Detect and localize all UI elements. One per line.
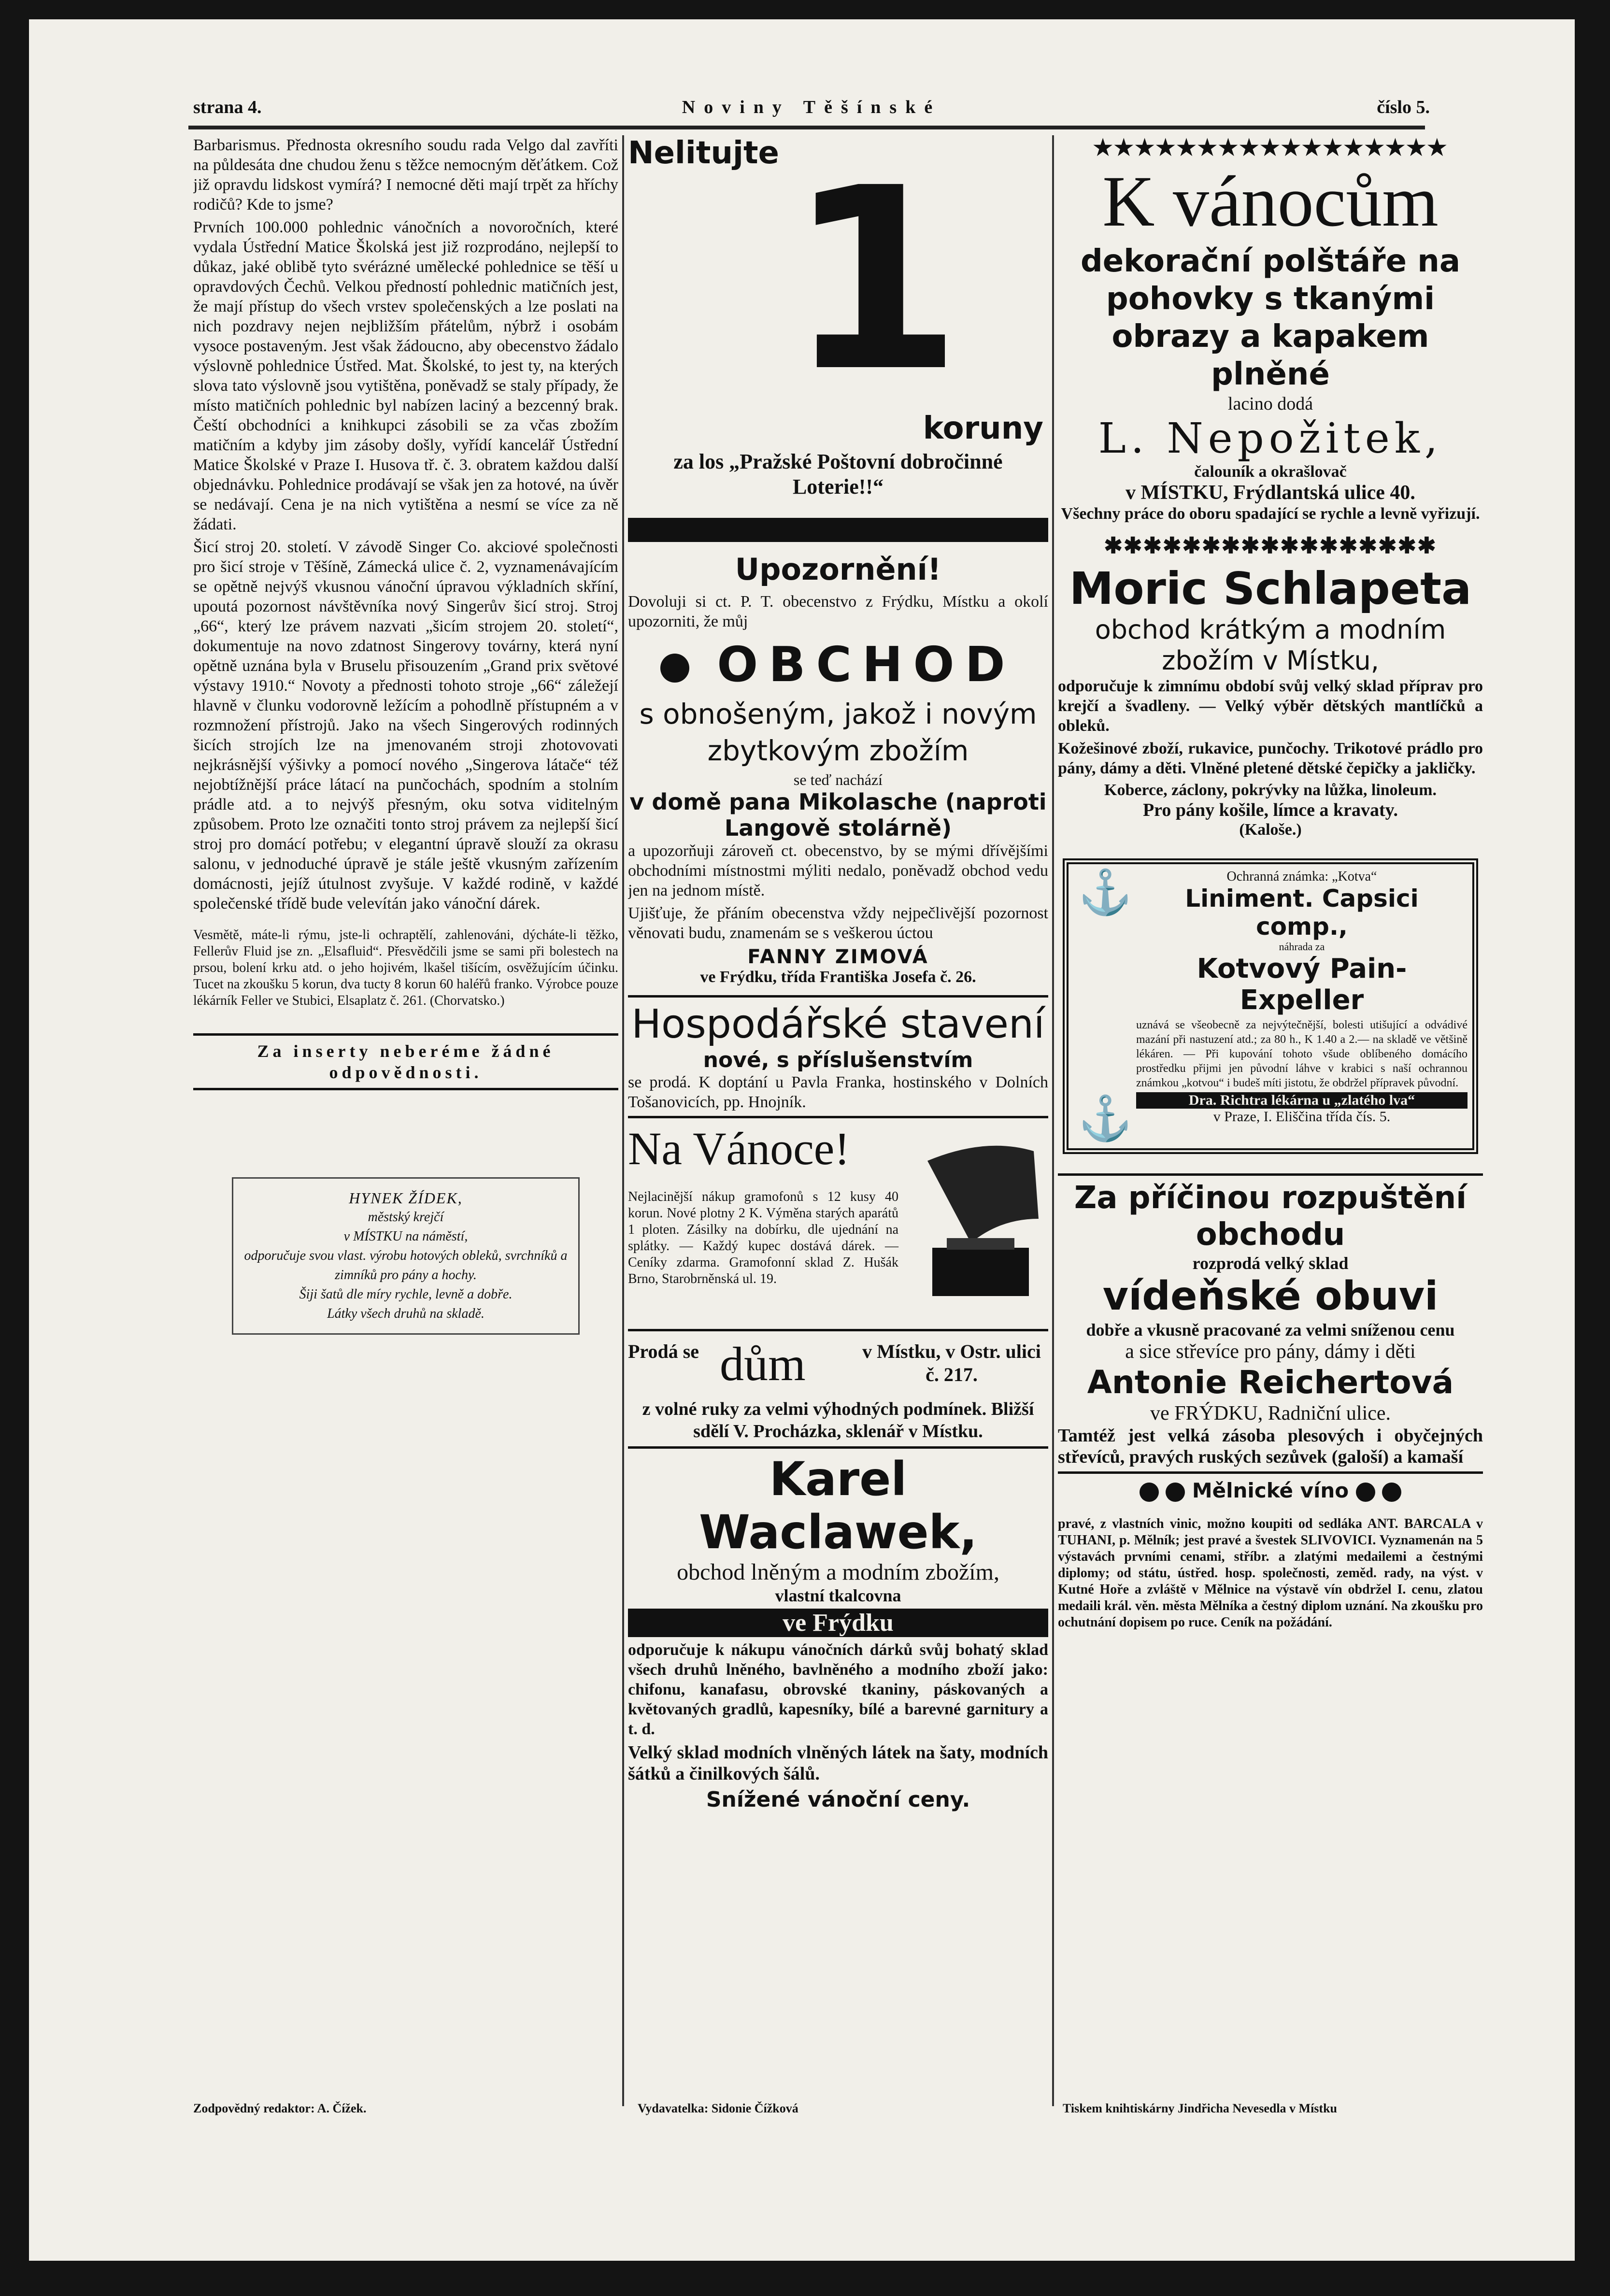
waclawek-line: Velký sklad modních vlněných látek na šaty, modních šátků a činilkových šálů. xyxy=(628,1742,1048,1784)
lottery-text: za los „Pražské Poštovní dobročinné Loterie!!“ xyxy=(673,450,1003,499)
notice-inserty: Za inserty neberéme žádné odpovědnosti. xyxy=(257,1041,555,1082)
divider xyxy=(1058,1173,1483,1176)
divider xyxy=(628,1329,1048,1331)
zidek-line: Látky všech druhů na skladě. xyxy=(327,1306,484,1321)
zidek-trade: městský krejčí xyxy=(368,1210,444,1225)
bullet-icon xyxy=(1140,1483,1159,1502)
bullet-icon xyxy=(1356,1483,1375,1502)
zimova-line: se teď nachází xyxy=(793,771,883,788)
staveni-text: se prodá. K doptání u Pavla Franka, hostinského v Dolních Tošanovicích, pp. Hnojník. xyxy=(628,1073,1048,1111)
dum-address: v Místku, v Ostr. ulici č. 217. xyxy=(862,1341,1041,1385)
zimova-line: v domě pana Mikolasche (naproti Langově stolárně) xyxy=(629,789,1047,841)
nepozitek-head: K vánocům xyxy=(1102,161,1439,242)
column-divider xyxy=(1052,135,1054,2106)
ad-staveni xyxy=(628,1001,1048,1112)
zimova-signature: FANNY ZIMOVÁ xyxy=(747,946,929,968)
schlapeta-line: Kožešinové zboží, rukavice, punčochy. Trikotové prádlo pro pány, dámy a děti. Vlněné pletené dětské čepičky a jakličky. xyxy=(1058,740,1483,777)
schlapeta-line: odporučuje k zimnímu období svůj velký sklad příprav pro krejčí a švadleny. — Velký výběr dětských mantlíčků a obleků. xyxy=(1058,677,1483,735)
zimova-head: Upozornění! xyxy=(735,552,941,587)
page-number: strana 4. xyxy=(193,97,262,117)
waclawek-name: Karel Waclawek, xyxy=(699,1452,977,1559)
ad-waclawek xyxy=(628,1453,1048,1812)
divider xyxy=(628,1446,1048,1449)
divider xyxy=(1058,1471,1483,1474)
star-border: ★★★★★★★★★★★★★★★★★ xyxy=(1093,135,1448,160)
nepozitek-line: v MÍSTKU, Frýdlantská ulice 40. xyxy=(1126,482,1415,504)
zidek-name: HYNEK ŽÍDEK, xyxy=(349,1189,463,1207)
bullet-icon xyxy=(1166,1483,1185,1502)
column-left xyxy=(193,135,618,2096)
zimova-line: s obnošeným, jakož i novým xyxy=(639,698,1037,730)
zimova-line: a upozorňuji zároveň ct. obecenstvo, by se mými dřívějšími obchodními místnostmi mýliti nedalo, poněvadž obchod vedu jen na jednom místě. xyxy=(628,842,1048,899)
article-feller: Vesmětě, máte-li rýmu, jste-li ochraptělí, zahlenováni, dýcháte-li těžko, Fellerův Fluid jse zn. „Elsafluid“. Přesvědčili jsme se sami při bolestech na prsou, bolení krku atd. o jeho hojivém, lkašel tišícím, osvěžujícím účinku. Tucet na zkoušku 5 korun, dva tucty 8 korun 60 haléřů franko. Výrobce pouze lékárník Feller ve Stubici, Elsaplatz č. 261. (Chorvatsko.) xyxy=(193,927,618,1008)
ad-schlapeta xyxy=(1058,563,1483,839)
nepozitek-line: čalouník a okrašlovač xyxy=(1194,463,1347,481)
waclawek-line: odporučuje k nákupu vánočních dárků svůj bohatý sklad všech druhů lněného, bavlněného a modního zboží jako: chifonu, kanafasu, obrovské tkaniny, páskovaných a květovaných gradlů, kapesníky, bílé a barevné garnitury a t. d. xyxy=(628,1641,1048,1738)
dum-prefix: Prodá se xyxy=(628,1341,699,1362)
divider xyxy=(628,1116,1048,1118)
reichert-line: a sice střevíce pro pány, dámy i děti xyxy=(1125,1341,1416,1363)
richter-line: Kotvový Pain-Expeller xyxy=(1197,953,1407,1016)
waclawek-line: vlastní tkalcovna xyxy=(775,1586,901,1605)
reichert-name: Antonie Reichertová xyxy=(1087,1364,1454,1401)
nepozitek-name: L. Nepožitek, xyxy=(1098,414,1443,463)
vino-head-row xyxy=(1058,1479,1483,1502)
waclawek-line: Snížené vánoční ceny. xyxy=(706,1787,970,1812)
nepozitek-line: dekorační polštáře na pohovky s tkanými obrazy a kapakem plněné xyxy=(1080,243,1461,392)
ad-zimova xyxy=(628,552,1048,986)
column-right xyxy=(1058,135,1483,2096)
reichert-head: Za příčinou rozpuštění obchodu xyxy=(1074,1180,1467,1253)
staveni-sub: nové, s příslušenstvím xyxy=(703,1048,973,1072)
schlapeta-name: Moric Schlapeta xyxy=(1069,563,1472,614)
vino-text: pravé, z vlastních vinic, možno koupiti od sedláka ANT. BARCALA v TUHANI, p. Mělník; jest pravé a švestek SLIVOVICI. Vyznamenán na 5 výstavách prvními cenami, stříbr. a zlatými medailemi a čestnými diplomy; od státu, ústřed. hosp. společnosti, zeměd. rady, na výst. v Kutné Hoře a zvláště v Mělnice na výstavě vín obdržel I. cenu, zlatou medaili král. věn. města Mělníka a čestný diplom uznání. Na zkoušku pro ochutnání dopisem po ruce. Ceník na požádání. xyxy=(1058,1516,1483,1630)
nepozitek-line: lacino dodá xyxy=(1227,394,1313,414)
zimova-line: Ujišťuje, že přáním obecenstva vždy nejpečlivější pozornost věnovati budu, znamenám se s veškerou úctou xyxy=(628,904,1048,942)
schlapeta-line: Koberce, záclony, pokrývky na lůžka, linoleum. xyxy=(1104,781,1437,799)
reichert-line: Tamtéž jest velká zásoba plesových i obyčejných střevíců, pravých ruských sezůvek (galoší) a kamaší xyxy=(1058,1426,1483,1467)
richter-line: náhrada za xyxy=(1279,941,1325,953)
bullet-icon xyxy=(1382,1483,1401,1502)
gramophone-icon xyxy=(918,1141,1043,1301)
vanoce-text: Nejlacinější nákup gramofonů s 12 kusy 40 korun. Nové plotny 2 K. Výměna starých aparátů 1 ploten. Zásilky na dobírku, dle ujednání na splátky. — Každý kupec dostává dárek. — Ceníky zdarma. Gramofonní sklad Z. Hušák Brno, Starobrněnská ul. 19. xyxy=(628,1189,898,1286)
vanoce-head: Na Vánoce! xyxy=(628,1123,850,1174)
article-barbarismus: Barbarismus. Přednosta okresního soudu rada Velgo dal zavříti na půldesáta dne chudou ženu s těžce nemocným děťátkem. Což již opravdu lidskost vymírá? I nemocné děti mají trpět za hříchy rodičů? Kde to jsme? xyxy=(193,136,618,214)
ad-richter xyxy=(1063,858,1478,1154)
anchor-icon: ⚓ xyxy=(1078,869,1133,917)
ad-nepozitek xyxy=(1058,160,1483,524)
divider xyxy=(628,995,1048,998)
richter-line: uznává se všeobecně za nejvýtečnější, bolesti utišující a odvádivé mazání při nastuzení atd.; za 80 h., K 1.40 a 2.— na skladě ve většině lékáren. — Při kupování tohoto všude oblíbeného domácího prostředku přijmi jen původní láhve v krabici s naší ochrannou známkou „kotvou“ i budeš míti jistotu, že obdržel přípravek původní. xyxy=(1136,1019,1468,1089)
zidek-place: v MÍSTKU na náměstí, xyxy=(343,1229,468,1244)
zimova-address: ve Frýdku, třída Františka Josefa č. 26. xyxy=(700,968,976,986)
reichert-line: rozprodá velký sklad xyxy=(1192,1254,1349,1273)
divider-bar xyxy=(628,518,1048,542)
richter-line: v Praze, I. Eliščina třída čís. 5. xyxy=(1213,1109,1391,1125)
issue-number: číslo 5. xyxy=(1377,97,1430,117)
dum-word: dům xyxy=(720,1337,806,1391)
divider xyxy=(193,1088,618,1090)
divider xyxy=(193,1033,618,1036)
dum-text: z volné ruky za velmi výhodných podmínek. Bližší sdělí V. Procházka, sklenář v Místku. xyxy=(642,1399,1034,1441)
page-header xyxy=(193,92,1430,121)
ad-zidek xyxy=(232,1177,580,1335)
zimova-obchod xyxy=(628,636,1048,693)
lottery-top: Nelitujte xyxy=(628,135,779,171)
richter-line: Dra. Richtra lékárna u „zlatého lva“ xyxy=(1136,1092,1468,1109)
waclawek-line: obchod lněným a modním zbožím, xyxy=(677,1559,999,1585)
nepozitek-line: Všechny práce do oboru spadající se rychle a levně vyřizují. xyxy=(1061,505,1480,523)
reichert-line: ve FRÝDKU, Radniční ulice. xyxy=(1150,1402,1391,1425)
ad-vanoce xyxy=(628,1122,1048,1325)
column-middle xyxy=(628,135,1048,2096)
lottery-number: 1 xyxy=(787,135,962,427)
header-rule xyxy=(188,126,1425,129)
footer-editor: Zodpovědný redaktor: A. Čížek. xyxy=(193,2101,367,2115)
vino-head: Mělnické víno xyxy=(1192,1479,1349,1502)
reichert-line: dobře a vkusně pracované za velmi sníženou cenu xyxy=(1086,1320,1455,1340)
newspaper-page xyxy=(29,19,1575,2261)
zidek-line: Šiji šatů dle míry rychle, levně a dobře. xyxy=(299,1287,513,1302)
anchor-icon: ⚓ xyxy=(1078,1095,1133,1143)
article-pohlednice: Prvních 100.000 pohlednic vánočních a novoročních, které vydala Ústřední Matice Školská jest již rozprodáno, nejlepší to důkaz, jaké oblibě tyto svérázné umělecké pohlednice se těší u opravdových Čechů. Velkou předností pohlednic matičních jest, že mají přístup do všech vrstev společenských a lze poslati na nich pozdravy nejen nejbližším přátelům, nýbrž i osobám vysoce postaveným. Jest však žádoucno, aby obecenstvo žádalo výslovně pohlednice Ústřed. Mat. Školské, to jest ty, na kterých slova tato výslovně jsou vytištěna, poněvadž se staly případy, že místo matičních pohlednic byl nabízen laciný a bezcenný brak. Čeští obchodníci a knihkupci zásobili se za včas zbožím matičním a kdyby jim zásoby došly, vyřídí kancelář Ústřední Matice Školské v Praze I. Husova tř. č. 3. obratem každou další objednávku. Pohlednice prodávají se však jen za hotové, na úvěr se nedávají. Cena je na nich vytištěna a nesmí se více za ně žádati. xyxy=(193,218,618,533)
star-border: ✱✱✱✱✱✱✱✱✱✱✱✱✱✱✱✱✱ xyxy=(1104,533,1437,558)
schlapeta-line: obchod krátkým a modním zbožím v Místku, xyxy=(1095,614,1446,676)
page-footer xyxy=(193,2101,1430,2125)
schlapeta-line: Pro pány košile, límce a kravaty. xyxy=(1142,800,1398,820)
article-singer: Šicí stroj 20. století. V závodě Singer Co. akciové společnosti pro šicí stroje v Těšíně, Zámecká ulice č. 2, vyznamenávajícím se opětně nejvýš vkusnou vánoční úpravou výkladních skříní, upoutá pozornost návštěvníka nový Singerův šicí stroj. Stroj „66“, který lze právem nazvati „šicím strojem 20. století“, dokumentuje na novo zdatnost Singerovy továrny, která nyní opětně uznána byla v Bruselu přisouzením „Grand prix světové výstavy 1910.“ Novoty a přednosti tohoto stroje „66“ záležejí hlavně v člunku vodorovně ležícím a pohodlně přístupném a v rozmnožení přístrojů. Jako na všech Singerových rodinných šicích strojích lze na jmenovaném stroji zhotovovati nejkrásnější výšivky a pomocí nového „Singerova látače“ též nejobtížnější práce látací na punčochách, spodním a stolním prádle atd. a to nejvýš přesným, oku sotva viditelným způsobem. Proto lze označiti tonto stroj právem za nejlepší šicí stroj pro domácí potřebu; v elegantní úpravě slouží za okrasu salonu, v jednoduché úpravě je stále ještě vkusným zařízením domácnosti, jejíž útulnost zvyšuje. V každé rodině, v každé společenské třídě bude velevítán jako vánoční dárek. xyxy=(193,538,618,913)
ad-vino xyxy=(1058,1479,1483,1631)
richter-line: Liniment. Capsici comp., xyxy=(1185,884,1419,941)
lottery-unit: koruny xyxy=(923,411,1043,446)
column-divider xyxy=(622,135,624,2106)
schlapeta-line: (Kaloše.) xyxy=(1239,821,1302,839)
zimova-intro: Dovoluji si ct. P. T. obecenstvo z Frýdku, Místku a okolí upozorniti, že můj xyxy=(628,593,1048,630)
waclawek-line: ve Frýdku xyxy=(628,1609,1048,1637)
zimova-line: zbytkovým zbožím xyxy=(707,734,969,767)
ad-lottery xyxy=(628,135,1048,512)
staveni-head: Hospodářské stavení xyxy=(631,1001,1045,1047)
reichert-line: vídeňské obuvi xyxy=(1102,1273,1439,1319)
footer-publisher: Vydavatelka: Sidonie Čížková xyxy=(638,2101,798,2115)
ad-reichert xyxy=(1058,1180,1483,1468)
richter-mark: Ochranná známka: „Kotva“ xyxy=(1226,869,1377,884)
bullet-icon xyxy=(660,654,689,683)
masthead-title: Noviny Těšínské xyxy=(682,97,941,117)
ad-dum xyxy=(628,1335,1048,1442)
footer-printer: Tiskem knihtiskárny Jindřicha Nevesedla v Místku xyxy=(1063,2101,1338,2115)
zimova-obchod-label: OBCHOD xyxy=(717,636,1016,693)
zidek-line: odporučuje svou vlast. výrobu hotových obleků, svrchníků a zimníků pro pány a hochy. xyxy=(244,1248,568,1283)
